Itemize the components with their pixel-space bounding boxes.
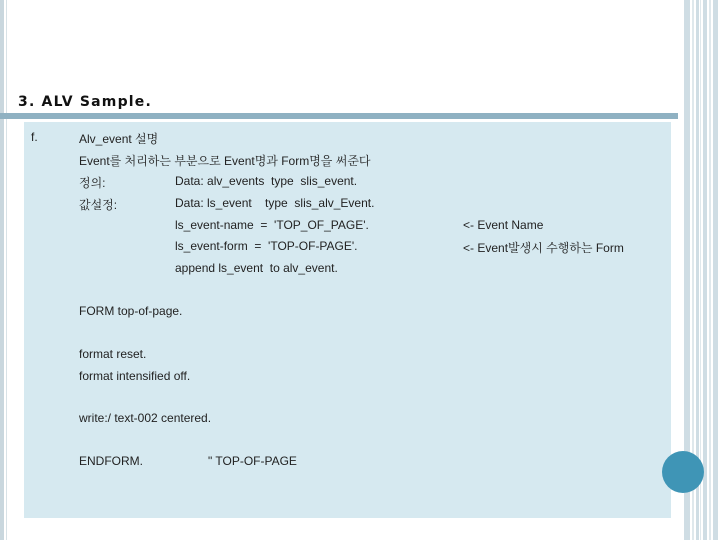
code-append: append ls_event to alv_event. bbox=[175, 261, 338, 275]
right-stripe-decoration bbox=[703, 0, 707, 540]
slide-title: 3. ALV Sample. bbox=[18, 94, 153, 110]
left-border-line bbox=[6, 0, 7, 540]
section-heading: Alv_event 설명 bbox=[79, 132, 159, 146]
title-underline-bar bbox=[0, 113, 678, 119]
code-event-name: ls_event-name = 'TOP_OF_PAGE'. bbox=[175, 218, 369, 232]
definition-code: Data: alv_events type slis_event. bbox=[175, 174, 358, 188]
right-stripe-decoration bbox=[709, 0, 711, 540]
code-write: write:/ text-002 centered. bbox=[79, 411, 212, 425]
left-border-decoration bbox=[0, 0, 4, 540]
code-endform-comment: " TOP-OF-PAGE bbox=[208, 454, 297, 468]
assignment-code: Data: ls_event type slis_alv_Event. bbox=[175, 196, 375, 210]
code-form-start: FORM top-of-page. bbox=[79, 304, 183, 318]
item-marker: f. bbox=[31, 130, 38, 144]
description-text: Event를 처리하는 부분으로 Event명과 Form명을 써준다 bbox=[79, 154, 371, 168]
assignment-label: 값설정: bbox=[79, 198, 118, 212]
right-stripe-decoration bbox=[713, 0, 718, 540]
comment-event-form: <- Event발생시 수행하는 Form bbox=[463, 241, 624, 255]
code-event-form: ls_event-form = 'TOP-OF-PAGE'. bbox=[175, 239, 358, 253]
code-endform: ENDFORM. bbox=[79, 454, 143, 468]
code-format-intensified: format intensified off. bbox=[79, 369, 191, 383]
definition-label: 정의: bbox=[79, 176, 106, 190]
comment-event-name: <- Event Name bbox=[463, 218, 544, 232]
decorative-circle bbox=[662, 451, 704, 493]
code-format-reset: format reset. bbox=[79, 347, 147, 361]
